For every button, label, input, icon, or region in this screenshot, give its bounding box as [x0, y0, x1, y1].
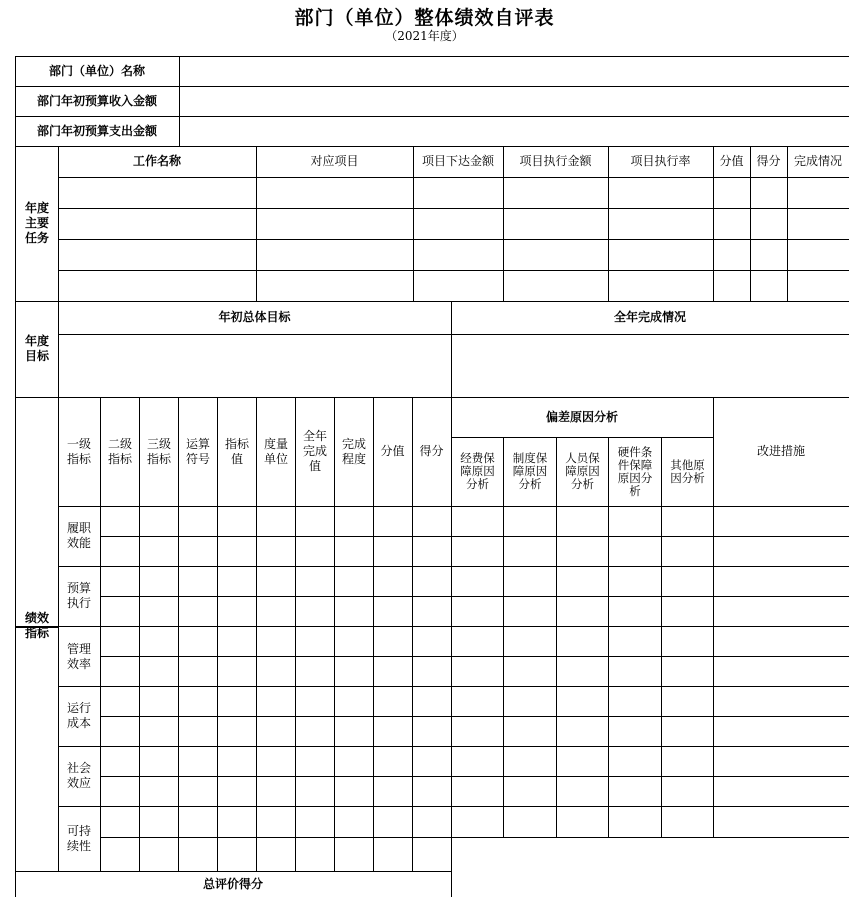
- group-management: 管理效率: [66, 641, 91, 671]
- th-funding-reason: 经费保障原因分析: [460, 451, 495, 491]
- deviation-header: 偏差原因分析: [545, 409, 618, 424]
- group-performance: 履职效能: [66, 521, 91, 550]
- tasks-section-label: 年度主要任务: [24, 201, 49, 245]
- income-label: 部门年初预算收入金额: [36, 93, 157, 108]
- th-score: 得分: [756, 154, 781, 168]
- th-ind-score: 得分: [419, 444, 444, 458]
- th-improvement: 改进措施: [756, 444, 805, 458]
- group-budget: 预算执行: [66, 581, 91, 610]
- th-project: 对应项目: [310, 154, 359, 168]
- th-points: 分值: [719, 154, 744, 168]
- th-indicator-value: 指标值: [224, 436, 249, 466]
- th-operator: 运算符号: [185, 436, 210, 466]
- total-score-label: 总评价得分: [202, 877, 263, 891]
- th-allocated-amount: 项目下达金额: [421, 154, 494, 168]
- initial-goal-header: 年初总体目标: [218, 310, 291, 324]
- th-annual-value: 全年完成值: [302, 429, 327, 473]
- th-hardware-reason: 硬件条件保障原因分析: [617, 444, 653, 498]
- th-completion-degree: 完成程度: [341, 436, 366, 466]
- th-other-reason: 其他原因分析: [670, 457, 705, 485]
- completion-header: 全年完成情况: [613, 310, 686, 324]
- th-level3: 三级指标: [146, 436, 171, 466]
- group-cost: 运行成本: [66, 701, 91, 730]
- th-level1: 一级指标: [66, 436, 91, 466]
- expense-label: 部门年初预算支出金额: [36, 123, 157, 138]
- th-completion: 完成情况: [793, 154, 842, 168]
- goals-section-label: 年度目标: [24, 334, 49, 363]
- th-level2: 二级指标: [107, 436, 132, 466]
- th-system-reason: 制度保障原因分析: [512, 451, 548, 491]
- group-social: 社会效应: [66, 761, 91, 790]
- th-execution-rate: 项目执行率: [630, 154, 691, 168]
- th-unit: 度量单位: [263, 436, 288, 466]
- dept-name-label: 部门（单位）名称: [48, 63, 145, 78]
- th-ind-points: 分值: [380, 444, 405, 458]
- indicators-section-label: 绩效指标: [24, 611, 49, 640]
- group-sustainability: 可持续性: [66, 823, 91, 853]
- th-staff-reason: 人员保障原因分析: [565, 451, 600, 491]
- page-subtitle: （2021年度）: [385, 29, 464, 43]
- page-title: 部门（单位）整体绩效自评表: [294, 7, 555, 29]
- th-executed-amount: 项目执行金额: [519, 154, 592, 168]
- th-work-name: 工作名称: [132, 154, 181, 168]
